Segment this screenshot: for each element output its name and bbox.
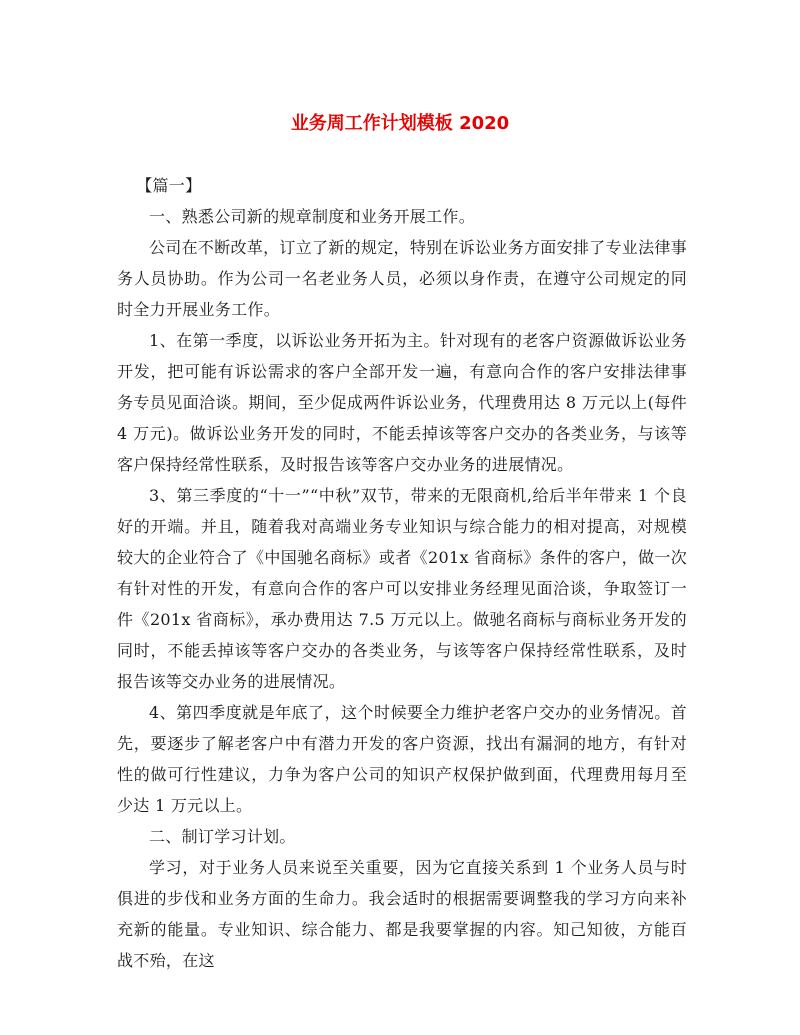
- paragraph-heading-2: 二、制订学习计划。: [149, 827, 296, 846]
- paragraph-q1: 1、在第一季度，以诉讼业务开拓为主。针对现有的老客户资源做诉讼业务开发，把可能有诉讼需求的客户全部开发一遍，有意向合作的客户安排法律事务专员见面洽谈。期间，至少促成两件诉讼业务，代理费用达 8 万元以上(每件 4 万元)。做诉讼业务开发的同时，不能丢掉该等客户交办的各类业务，与该等客户保持经常性联系，及时报告该等客户交办业务的进展情况。: [117, 331, 687, 474]
- paragraph-q4: 4、第四季度就是年底了，这个时候要全力维护老客户交办的业务情况。首先，要逐步了解老客户中有潜力开发的客户资源，找出有漏洞的地方，有针对性的做可行性建议，力争为客户公司的知识产权保护做到面，代理费用每月至少达 1 万元以上。: [117, 703, 687, 815]
- paragraph-study: 学习，对于业务人员来说至关重要，因为它直接关系到 1 个业务人员与时俱进的步伐和业务方面的生命力。我会适时的根据需要调整我的学习方向来补充新的能量。专业知识、综合能力、都是我要掌握的内容。知己知彼，方能百战不殆，在这: [117, 858, 687, 970]
- document-title: 业务周工作计划模板 2020: [290, 113, 510, 134]
- paragraph: 公司在不断改革，订立了新的规定，特别在诉讼业务方面安排了专业法律事务人员协助。作为公司一名老业务人员，必须以身作责，在遵守公司规定的同时全力开展业务工作。: [117, 238, 687, 319]
- section-heading-part-one: 【篇一】: [136, 176, 202, 195]
- paragraph-heading-1: 一、熟悉公司新的规章制度和业务开展工作。: [149, 207, 476, 226]
- document-body: [117, 170, 687, 976]
- paragraph-q3: 3、第三季度的“十一”“中秋”双节，带来的无限商机,给后半年带来 1 个良好的开端。并且，随着我对高端业务专业知识与综合能力的相对提高，对规模较大的企业符合了《中国驰名商标》或者《201x 省商标》条件的客户，做一次有针对性的开发，有意向合作的客户可以安排业务经理见面洽谈，争取签订一件《201x 省商标》，承办费用达 7.5 万元以上。做驰名商标与商标业务开发的同时，不能丢掉该等客户交办的各类业务，与该等客户保持经常性联系，及时报告该等交办业务的进展情况。: [117, 486, 687, 691]
